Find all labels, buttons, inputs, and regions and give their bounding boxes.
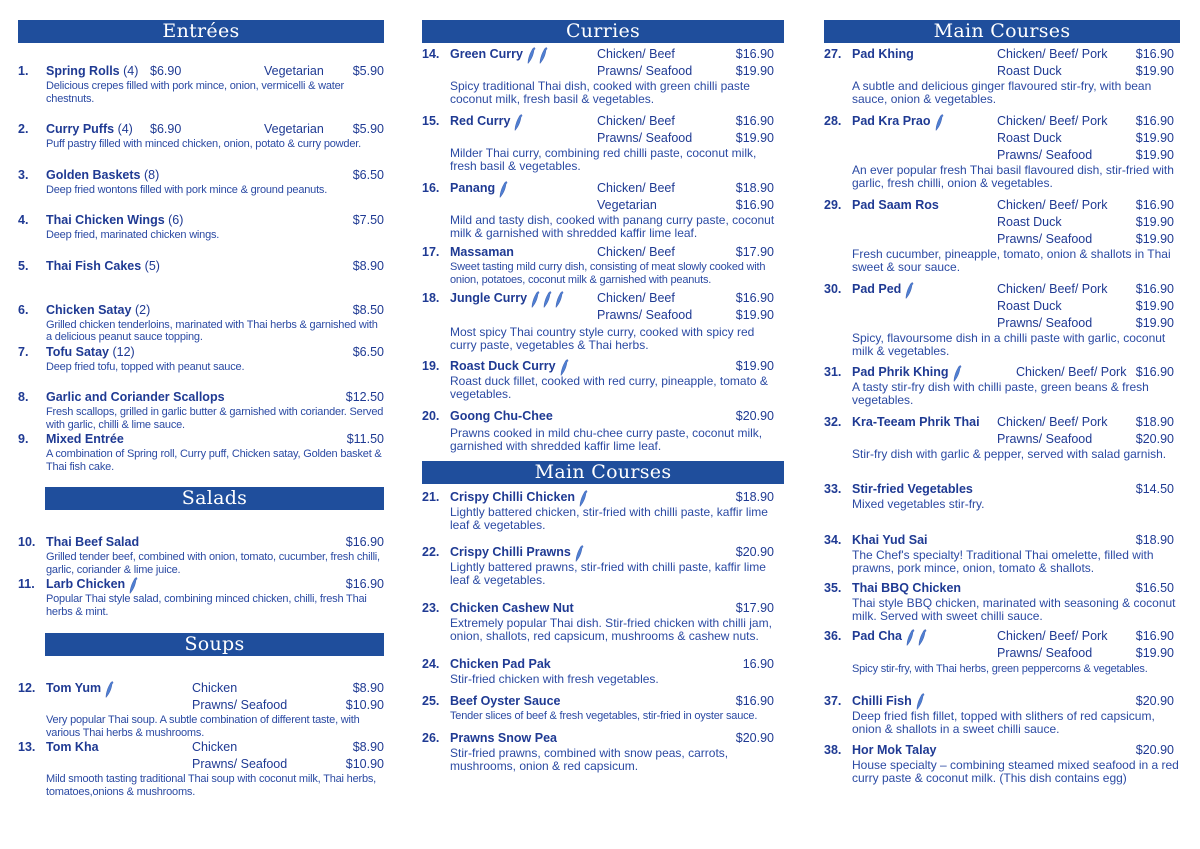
item-price: $16.90 [1135, 629, 1174, 643]
section-banner-salads: Salads [45, 487, 384, 510]
item-price: $8.90 [352, 740, 384, 754]
item-name: Chicken Pad Pak [450, 657, 551, 671]
item-price: $19.90 [1135, 232, 1174, 246]
item-name: Green Curry [450, 47, 523, 61]
item-option: Chicken [192, 681, 238, 695]
item-name: Larb Chicken [46, 577, 126, 591]
item-number: 20. [422, 409, 440, 423]
item-number: 32. [824, 415, 842, 429]
item-name: Pad Saam Ros [852, 198, 939, 212]
item-price: $16.90 [345, 535, 384, 549]
menu-item-6 [18, 302, 384, 344]
item-description: Tender slices of beef & fresh vegetables, stir-fried in oyster sauce. [450, 710, 758, 722]
item-number: 26. [422, 730, 440, 745]
item-option: Prawns/ Seafood [192, 757, 288, 771]
item-number: 4. [18, 213, 29, 227]
chili-icon [514, 114, 522, 130]
item-description: Fresh cucumber, pineapple, tomato, onion & shallots in Thai sweet & sour sauce. [852, 247, 1171, 274]
item-price: $16.90 [1135, 47, 1174, 61]
menu-item-36 [824, 628, 1180, 676]
chili-icon [499, 181, 507, 197]
section-banner-main-courses-2: Main Courses [824, 20, 1180, 43]
item-description: Deep fried tofu, topped with peanut sauce. [46, 360, 245, 373]
item-option: Chicken/ Beef [597, 47, 675, 61]
chili-icon [905, 282, 913, 298]
item-name: Thai Chicken Wings [46, 213, 165, 227]
item-name: Thai Fish Cakes [46, 258, 142, 273]
item-name: Curry Puffs [46, 122, 115, 136]
item-name: Crispy Chilli Prawns [450, 545, 571, 559]
item-description: A tasty stir-fry dish with chilli paste, green beans & fresh vegetables. [852, 380, 1149, 407]
menu-item-22 [422, 544, 784, 587]
menu-item-20 [422, 408, 784, 453]
item-description: Mild and tasty dish, cooked with panang curry paste, coconut milk & garnished with shredded kaffir lime leaf. [450, 213, 775, 240]
item-number: 36. [824, 629, 842, 643]
item-number: 3. [18, 167, 29, 182]
menu-item-21 [422, 489, 784, 532]
menu-item-15 [422, 113, 784, 173]
item-number: 11. [18, 577, 35, 591]
item-number: 9. [18, 432, 29, 446]
menu-item-8 [18, 389, 384, 431]
item-qty: (12) [112, 344, 135, 359]
menu-item-1 [18, 63, 384, 105]
item-option: Chicken/ Beef/ Pork [997, 114, 1108, 128]
item-number: 24. [422, 657, 440, 671]
menu-item-24 [422, 656, 784, 686]
item-name: Pad Phrik Khing [852, 365, 949, 379]
item-price: $19.90 [735, 131, 774, 145]
item-name: Goong Chu-Chee [450, 409, 553, 423]
item-price: $16.50 [1135, 581, 1174, 595]
item-name: Pad Ped [852, 282, 902, 296]
item-option: Prawns/ Seafood [597, 131, 693, 145]
menu-item-10 [18, 534, 384, 576]
chili-icon [953, 365, 961, 381]
menu-item-14 [422, 46, 784, 106]
item-option: Roast Duck [997, 131, 1062, 145]
item-price: $20.90 [735, 545, 774, 559]
item-number: 28. [824, 114, 842, 128]
item-price: $18.90 [1135, 415, 1174, 429]
item-option: Prawns/ Seafood [597, 64, 693, 78]
chili-icon [531, 291, 539, 307]
item-number: 14. [422, 47, 440, 61]
menu-item-19 [422, 358, 784, 401]
menu-item-23 [422, 600, 784, 643]
item-name: Chilli Fish [852, 693, 912, 708]
item-price: $20.90 [735, 409, 774, 423]
item-option: Chicken/ Beef [597, 181, 675, 195]
item-description: Deep fried fish fillet, topped with slithers of red capsicum, onion & shallots in a sweet chilli sauce. [852, 708, 1155, 736]
item-price: $17.90 [735, 245, 774, 259]
item-number: 12. [18, 681, 36, 695]
chili-icon [560, 359, 568, 375]
item-name: Mixed Entrée [46, 432, 124, 446]
chili-icon [916, 693, 924, 709]
item-price: $16.90 [735, 198, 774, 212]
item-description: Delicious crepes filled with pork mince, onion, vermicelli & water chestnuts. [46, 80, 344, 105]
item-price: $8.50 [352, 302, 384, 317]
item-price: $19.90 [735, 308, 774, 322]
item-qty: (4) [117, 122, 133, 136]
chili-icon [543, 291, 551, 307]
item-price: $6.50 [352, 344, 384, 359]
item-name: Beef Oyster Sauce [450, 694, 561, 708]
item-price: $19.90 [1135, 148, 1174, 162]
item-description: Sweet tasting mild curry dish, consisting of meat slowly cooked with onion, potatoes, coconut milk & garnished with peanuts. [450, 261, 766, 286]
item-price: $19.90 [1135, 316, 1174, 330]
item-name: Panang [450, 181, 496, 195]
item-option: Chicken/ Beef/ Pork [1016, 365, 1127, 379]
item-number: 37. [824, 693, 842, 708]
menu-item-32 [824, 414, 1180, 461]
item-number: 15. [422, 114, 440, 128]
item-name: Khai Yud Sai [852, 533, 928, 547]
item-price: $19.90 [735, 64, 774, 78]
item-price: $20.90 [1135, 432, 1174, 446]
menu-item-7 [18, 344, 384, 374]
item-price: $8.90 [352, 258, 384, 273]
item-option: Roast Duck [997, 215, 1062, 229]
menu-item-28 [824, 113, 1180, 190]
item-name: Prawns Snow Pea [450, 730, 557, 745]
item-description: The Chef's specialty! Traditional Thai omelette, filled with prawns, pork mince, onion, tomato & shallots. [852, 548, 1154, 575]
menu-item-4 [18, 212, 384, 242]
item-description: Deep fried, marinated chicken wings. [46, 229, 220, 241]
item-description: Spicy, flavoursome dish in a chilli paste with garlic, coconut milk & vegetables. [852, 331, 1166, 358]
item-number: 35. [824, 581, 842, 595]
item-description: Puff pastry filled with minced chicken, onion, potato & curry powder. [46, 138, 361, 150]
item-description: Spicy stir-fry, with Thai herbs, green peppercorns & vegetables. [852, 663, 1148, 675]
item-option: Vegetarian [264, 122, 324, 136]
item-option: Prawns/ Seafood [597, 308, 693, 322]
item-number: 7. [18, 344, 29, 359]
item-description: Fresh scallops, grilled in garlic butter & garnished with coriander. Served with garlic, chilli & lime sauce. [46, 406, 384, 431]
item-name: Stir-fried Vegetables [852, 482, 973, 496]
item-price: $19.90 [1135, 299, 1174, 313]
item-price: $20.90 [1135, 693, 1174, 708]
item-name: Kra-Teeam Phrik Thai [852, 415, 980, 429]
item-price: $10.90 [345, 757, 384, 771]
menu-item-16 [422, 180, 784, 240]
item-description: Mixed vegetables stir-fry. [852, 497, 985, 511]
chili-icon [906, 629, 914, 645]
column-curries [422, 20, 784, 773]
item-price: $18.90 [735, 181, 774, 195]
item-option: Prawns/ Seafood [997, 646, 1093, 660]
item-qty: (4) [123, 64, 139, 78]
item-price: $18.90 [735, 490, 774, 504]
item-price: $18.90 [1135, 533, 1174, 547]
item-price: $14.50 [1135, 482, 1174, 496]
item-description: Prawns cooked in mild chu-chee curry paste, coconut milk, garnished with shredded kaffir lime leaf. [450, 426, 763, 453]
item-name: Chicken Cashew Nut [450, 601, 574, 615]
item-name: Tofu Satay [46, 344, 109, 359]
section-banner-entrees: Entrées [18, 20, 384, 43]
menu-item-2 [18, 121, 384, 151]
item-description: Spicy traditional Thai dish, cooked with green chilli paste coconut milk, fresh basil & vegetables. [450, 79, 750, 106]
item-description: An ever popular fresh Thai basil flavoured dish, stir-fried with garlic, fresh chilli, onion & vegetables. [852, 163, 1174, 190]
item-number: 38. [824, 742, 842, 757]
item-name: Pad Kra Prao [852, 114, 931, 128]
item-price: $8.90 [352, 681, 384, 695]
item-number: 30. [824, 282, 842, 296]
menu-item-30 [824, 281, 1180, 358]
item-description: Most spicy Thai country style curry, cooked with spicy red curry paste, vegetables & Thai herbs. [450, 325, 755, 352]
chili-icon [129, 577, 137, 593]
item-description: Stir-fried prawns, combined with snow peas, carrots, mushrooms, onion & red capsicum. [450, 745, 729, 773]
item-price: $7.50 [352, 213, 384, 227]
item-description: Stir-fried chicken with fresh vegetables. [450, 672, 659, 686]
item-number: 27. [824, 47, 842, 61]
item-price: $17.90 [735, 601, 774, 615]
item-name: Pad Khing [852, 47, 914, 61]
item-qty: (6) [168, 213, 184, 227]
item-description: A combination of Spring roll, Curry puff, Chicken satay, Golden basket & Thai fish cake. [46, 448, 382, 473]
menu-item-34 [824, 532, 1180, 575]
item-description: Popular Thai style salad, combining minced chicken, chilli, fresh Thai herbs & mint. [46, 593, 367, 618]
item-option: Prawns/ Seafood [997, 432, 1093, 446]
item-description: Very popular Thai soup. A subtle combination of different taste, with various Thai herbs & mushrooms. [46, 714, 360, 739]
item-name: Golden Baskets [46, 167, 141, 182]
item-price: $16.90 [345, 577, 384, 591]
item-number: 21. [422, 490, 440, 504]
item-price: $20.90 [735, 730, 774, 745]
item-name: Roast Duck Curry [450, 359, 556, 373]
menu-item-3 [18, 167, 384, 197]
menu-item-35 [824, 580, 1180, 623]
item-name: Chicken Satay [46, 302, 132, 317]
menu-item-18 [422, 290, 784, 352]
chili-icon [555, 291, 563, 307]
item-price: $12.50 [345, 390, 384, 404]
item-description: Extremely popular Thai dish. Stir-fried chicken with chilli jam, onion, shallots, red capsicum, mushrooms & cashew nuts. [450, 616, 772, 643]
column-entrees [18, 20, 384, 798]
menu-item-25 [422, 693, 784, 723]
chili-icon [935, 114, 943, 130]
item-price: $16.90 [735, 291, 774, 305]
menu-item-37 [824, 693, 1180, 736]
item-price: $10.90 [345, 698, 384, 712]
item-number: 19. [422, 359, 440, 373]
item-name: Tom Kha [46, 740, 99, 754]
item-description: Lightly battered chicken, stir-fried with chilli paste, kaffir lime leaf & vegetables. [450, 505, 768, 532]
item-price: $5.90 [352, 64, 384, 78]
chili-icon [918, 629, 926, 645]
item-price: $6.50 [352, 167, 384, 182]
item-description: Grilled tender beef, combined with onion, tomato, cucumber, fresh chilli, garlic, coriander & lime juice. [46, 551, 380, 576]
item-name: Garlic and Coriander Scallops [46, 390, 225, 404]
item-option: Chicken/ Beef/ Pork [997, 282, 1108, 296]
item-price: $19.90 [1135, 64, 1174, 78]
item-option: Prawns/ Seafood [997, 232, 1093, 246]
item-price: $16.90 [1135, 198, 1174, 212]
item-price: $19.90 [1135, 215, 1174, 229]
item-description: Stir-fry dish with garlic & pepper, served with salad garnish. [852, 447, 1167, 461]
item-qty: (2) [134, 302, 151, 317]
menu-item-26 [422, 730, 784, 773]
menu-item-9 [18, 431, 384, 473]
item-option: Prawns/ Seafood [997, 316, 1093, 330]
item-option: Chicken/ Beef [597, 114, 675, 128]
menu-item-13 [18, 739, 384, 798]
item-option: Roast Duck [997, 64, 1062, 78]
item-description: Grilled chicken tenderloins, marinated with Thai herbs & garnished with a delicious peanut sauce topping. [46, 318, 378, 343]
item-option: Vegetarian [264, 64, 324, 78]
item-price: $16.90 [735, 694, 774, 708]
item-price: $16.90 [1135, 114, 1174, 128]
item-option: Chicken/ Beef/ Pork [997, 198, 1108, 212]
menu-item-27 [824, 46, 1180, 106]
item-number: 33. [824, 482, 842, 496]
item-qty: (5) [144, 258, 160, 273]
item-number: 18. [422, 291, 440, 305]
item-price: $16.90 [735, 114, 774, 128]
item-number: 8. [18, 390, 29, 404]
section-banner-main-courses-1: Main Courses [422, 461, 784, 484]
item-number: 2. [18, 122, 29, 136]
item-price: $11.50 [346, 432, 384, 446]
chili-icon [579, 490, 587, 506]
item-number: 17. [422, 245, 440, 259]
item-number: 34. [824, 533, 842, 547]
item-name: Jungle Curry [450, 291, 528, 305]
item-option: Prawns/ Seafood [192, 698, 288, 712]
menu-item-12 [18, 680, 384, 739]
item-number: 25. [422, 694, 440, 708]
item-name: Thai BBQ Chicken [852, 581, 962, 595]
menu-item-11 [18, 576, 384, 618]
item-option: Chicken/ Beef [597, 245, 675, 259]
item-name: Hor Mok Talay [852, 742, 937, 757]
item-name: Spring Rolls [46, 64, 120, 78]
item-number: 5. [18, 258, 29, 273]
menu-item-33 [824, 481, 1180, 511]
item-price: $19.90 [1135, 646, 1174, 660]
menu-item-29 [824, 197, 1180, 274]
item-price: $5.90 [352, 122, 384, 136]
item-option: Chicken/ Beef/ Pork [997, 415, 1108, 429]
item-name: Thai Beef Salad [46, 535, 140, 549]
item-option: Prawns/ Seafood [997, 148, 1093, 162]
item-price: $6.90 [150, 64, 182, 78]
item-option: Vegetarian [597, 198, 657, 212]
item-description: Thai style BBQ chicken, marinated with seasoning & coconut milk. Served with sweet chilli sauce. [852, 596, 1176, 623]
chili-icon [105, 681, 113, 697]
item-price: 16.90 [742, 657, 774, 671]
item-number: 29. [824, 198, 842, 212]
item-option: Chicken/ Beef [597, 291, 675, 305]
menu-item-5 [18, 258, 384, 275]
item-price: $19.90 [735, 359, 774, 373]
item-description: Milder Thai curry, combining red chilli paste, coconut milk, fresh basil & vegetables. [450, 146, 757, 173]
item-number: 10. [18, 535, 36, 549]
item-option: Chicken/ Beef/ Pork [997, 47, 1108, 61]
item-name: Crispy Chilli Chicken [450, 490, 576, 504]
chili-icon [575, 545, 583, 561]
item-qty: (8) [143, 167, 160, 182]
item-option: Roast Duck [997, 299, 1062, 313]
item-name: Massaman [450, 245, 514, 259]
item-price: $16.90 [735, 47, 774, 61]
chili-icon [527, 47, 535, 63]
item-price: $16.90 [1135, 365, 1174, 379]
item-number: 1. [18, 64, 29, 78]
item-price: $20.90 [1135, 742, 1174, 757]
item-number: 6. [18, 302, 29, 317]
item-number: 13. [18, 740, 36, 754]
section-banner-curries: Curries [422, 20, 784, 43]
menu-item-38 [824, 742, 1180, 785]
item-number: 23. [422, 601, 440, 615]
chili-icon [539, 47, 547, 63]
item-price: $16.90 [1135, 282, 1174, 296]
item-description: Lightly battered prawns, stir-fried with chilli paste, kaffir lime leaf & vegetables. [450, 560, 766, 587]
item-description: Deep fried wontons filled with pork mince & ground peanuts. [46, 183, 328, 196]
item-price: $19.90 [1135, 131, 1174, 145]
item-description: A subtle and delicious ginger flavoured stir-fry, with bean sauce, onion & vegetables. [852, 79, 1152, 106]
item-description: Roast duck fillet, cooked with red curry, pineapple, tomato & vegetables. [450, 374, 768, 401]
item-description: House specialty – combining steamed mixed seafood in a red curry paste & coconut milk. (This dish contains egg) [852, 757, 1179, 785]
item-name: Tom Yum [46, 681, 102, 695]
item-name: Pad Cha [852, 629, 903, 643]
item-price: $6.90 [150, 122, 182, 136]
menu-item-31 [824, 364, 1180, 407]
item-description: Mild smooth tasting traditional Thai soup with coconut milk, Thai herbs, tomatoes,onions & mushrooms. [46, 773, 377, 798]
item-name: Red Curry [450, 114, 511, 128]
item-number: 16. [422, 181, 440, 195]
menu-item-17 [422, 244, 784, 286]
item-option: Chicken/ Beef/ Pork [997, 629, 1108, 643]
item-option: Chicken [192, 740, 238, 754]
section-banner-soups: Soups [45, 633, 384, 656]
item-number: 22. [422, 545, 440, 559]
item-number: 31. [824, 365, 842, 379]
column-main-courses [824, 20, 1180, 785]
